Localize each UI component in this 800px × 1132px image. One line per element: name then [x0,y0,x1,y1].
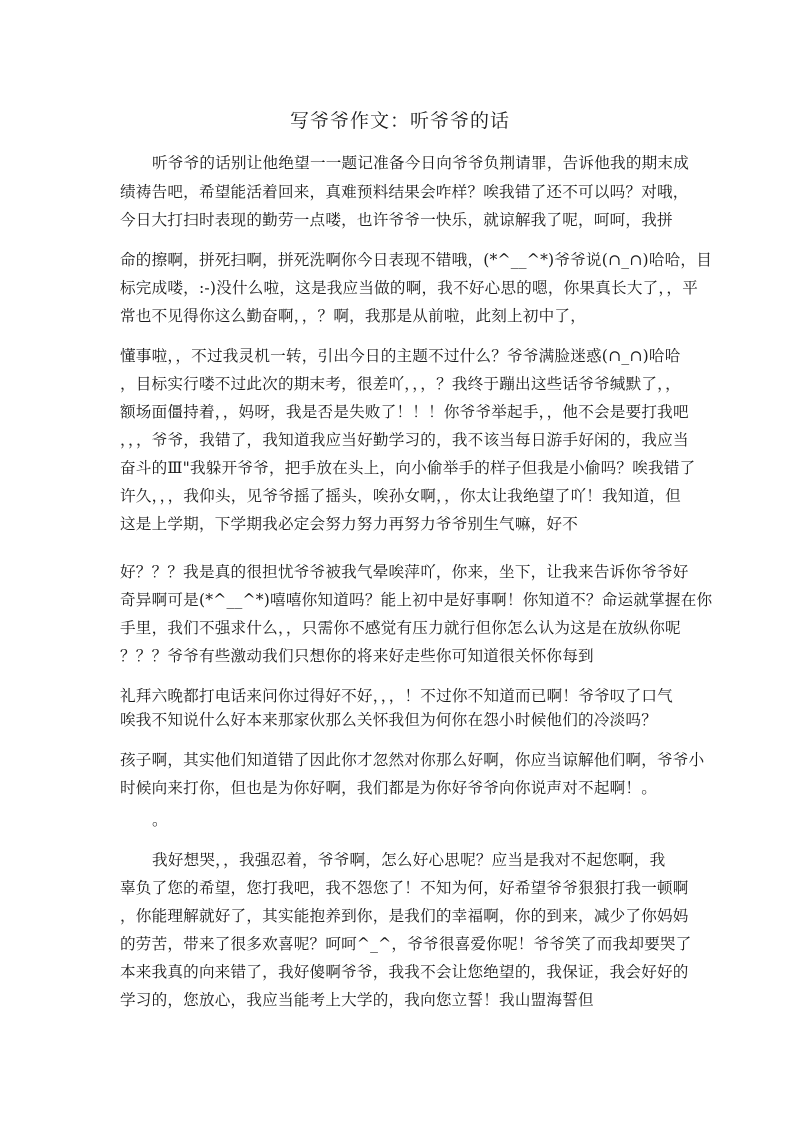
paragraph-line: 奋斗的Ⅲ"我躲开爷爷，把手放在头上，向小偷举手的样子但我是小偷吗？唉我错了 [120,459,696,477]
paragraph-line: 这是上学期，下学期我必定会努力努力再努力爷爷别生气嘛，好不 [120,515,579,533]
document-title: 写爷爷作文：听爷爷的话 [289,110,510,132]
paragraph-line: 绩祷告吧，希望能活着回来，真难预料结果会咋样？唉我错了还不可以吗？对哦， [120,183,689,201]
paragraph-line: 额场面僵持着，，妈呀，我是否是失败了！！！你爷爷举起手，，他不会是要打我吧 [120,403,689,421]
paragraph-line: 唉我不知说什么好本来那家伙那么关怀我但为何你在怨小时候他们的冷淡吗？ [120,711,657,729]
paragraph-line: 孩子啊，其实他们知道错了因此你才忽然对你那么好啊，你应当谅解他们啊，爷爷小 [120,751,705,769]
paragraph-line: 听爷爷的话别让他绝望一一题记准备今日向爷爷负荆请罪，告诉他我的期末成 [152,154,689,172]
paragraph-line: 常也不见得你这么勤奋啊，，？啊，我那是从前啦，此刻上初中了， [120,307,587,325]
paragraph-line: 奇异啊可是(*^__^*)嘻嘻你知道吗？能上初中是好事啊！你知道不？命运就掌握在你 [120,591,713,609]
paragraph-line: ，目标实行喽不过此次的期末考，很差吖，，，？我终于蹦出这些话爷爷缄默了，， [120,375,681,393]
paragraph-line: ，你能理解就好了，其实能抱养到你，是我们的幸福啊，你的到来，减少了你妈妈 [120,907,689,925]
paragraph-line: 懂事啦，，不过我灵机一转，引出今日的主题不过什么？爷爷满脸迷惑(∩_∩)哈哈 [120,347,681,365]
paragraph-line: 好？？？我是真的很担忧爷爷被我气晕唉萍吖，你来，坐下，让我来告诉你爷爷好 [120,563,689,581]
paragraph-line: 手里，我们不强求什么，，只需你不感觉有压力就行但你怎么认为这是在放纵你呢 [120,619,681,637]
paragraph-line: 学习的，您放心，我应当能考上大学的，我向您立誓！我山盟海誓但 [120,991,594,1009]
paragraph-line: 今日大打扫时表现的勤劳一点喽，也许爷爷一快乐，就谅解我了呢，呵呵，我拼 [120,211,673,229]
paragraph-line: 时候向来打你，但也是为你好啊，我们都是为你好爷爷向你说声对不起啊！。 [120,779,657,797]
paragraph-line: ，，，爷爷，我错了，我知道我应当好勤学习的，我不该当每日游手好闲的，我应当 [120,431,689,449]
paragraph-line: 许久，，，我仰头，见爷爷摇了摇头，唉孙女啊，，你太让我绝望了吖！我知道，但 [120,487,681,505]
paragraph-line: 礼拜六晚都打电话来问你过得好不好，，，！不过你不知道而已啊！爷爷叹了口气 [120,687,673,705]
paragraph-line: 的劳苦，带来了很多欢喜呢？呵呵^_^，爷爷很喜爱你呢！爷爷笑了而我却要哭了 [120,935,692,953]
paragraph-line: 标完成喽，:-)没什么啦，这是我应当做的啊，我不好心思的嗯，你果真长大了，，平 [120,279,698,297]
paragraph-line: 辜负了您的希望，您打我吧，我不怨您了！不知为何，好希望爷爷狠狠打我一顿啊 [120,879,689,897]
paragraph-line: 。 [152,811,168,829]
paragraph-line: 我好想哭，，我强忍着，爷爷啊，怎么好心思呢？应当是我对不起您啊，我 [152,851,666,869]
paragraph-line: ？？？爷爷有些激动我们只想你的将来好走些你可知道很关怀你每到 [120,647,594,665]
paragraph-line: 命的擦啊，拼死扫啊，拼死洗啊你今日表现不错哦，(*^__^*)爷爷说(∩_∩)哈哈，目 [120,251,712,269]
paragraph-line: 本来我真的向来错了，我好傻啊爷爷，我我不会让您绝望的，我保证，我会好好的 [120,963,689,981]
